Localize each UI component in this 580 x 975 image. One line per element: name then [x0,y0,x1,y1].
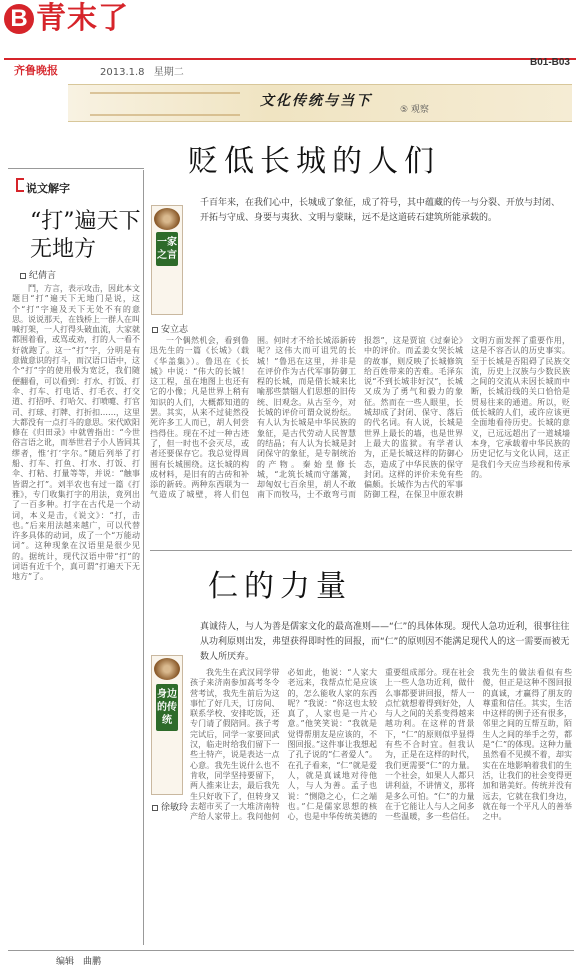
header-rule [4,58,576,60]
section-logo-badge: B [4,4,34,34]
article1-lede: 千百年来，在我们心中，长城成了象征，成了符号，其中蕴藏的传一与分裂、开放与封闭、开拓与守成、身要与夷狄、文明与蒙昧，远不是这道砖石建筑所能承载的。 [200,198,561,223]
article2-tag: 身边的传统 [156,684,178,731]
article2-title: 仁的力量 [208,569,352,604]
byline-square-icon [152,327,158,333]
left-headline-line2: 无地方 [30,237,97,262]
banner-subtitle: ⑤ 观察 [400,105,429,115]
paper-name: 齐鲁晚报 [14,64,58,77]
article2-text: 我先生在武汉同学带孩子来济南参加高考冬令营考试，我先生前后为这事忙了好几天，订房间、联系学校、安排吃饭，还专门请了假陪同。孩子考完试后，同学一家要回武汉，临走时给我们留下一些土特产，说是表达一点心意。我先生说什么也不肯收，同学坚持要留下，两人推来让去，最后我先生只好收下了，但转身又去超市买了一大堆济南特产给人家带上。我问他何必如此，他说：“人家大老远来，我帮点忙是应该的，怎么能收人家的东西呢？”我说：“你这也太较真了，人家也是一片心意。”他笑笑说：“我就是觉得帮朋友是应该的，不图回报。”这件事让我想起了孔子说的“仁者爱人”。在孔子看来，“仁”就是爱人，就是真诚地对待他人，与人为善。孟子也说：“恻隐之心，仁之端也。”仁是儒家思想的核心，也是中华传统美德的重要组成部分。现在社会上一些人急功近利，做什么事都要讲回报，帮人一点忙就想着得到好处，人与人之间的关系变得越来越功利。在这样的背景下，“仁”的原则似乎显得有些不合时宜。但我认为，正是在这样的时代，我们更需要“仁”的力量。一个社会，如果人人都只讲利益，不讲情义，那将是多么可怕。“仁”的力量在于它能让人与人之间多一些温暖，多一些信任。我先生的做法看似有些傻，但正是这种不图回报的真诚，才赢得了朋友的尊重和信任。其实，生活中这样的例子还有很多，邻里之间的互帮互助，陌生人之间的举手之劳，都是“仁”的体现。这种力量虽然看不见摸不着，却实实在在地影响着我们的生活，让我们的社会变得更加和谐美好。传统并没有远去，它就在我们身边，就在每一个平凡人的善举之中。 [190,668,572,822]
dateline [100,63,184,78]
issue-weekday: 星期二 [153,67,184,78]
left-headline [30,208,141,264]
banner-title: 文化传统与当下 [260,93,372,109]
left-headline-line1: “打”遍天下 [30,209,141,234]
article1-title: 贬低长城的人们 [188,144,440,179]
column-divider [143,170,144,945]
section-title: 青末了 [36,1,129,36]
left-byline [20,268,56,281]
article1-text: 一个偶然机会，看到鲁迅先生的一篇《长城》（载《华盖集》）。鲁迅在《长城》中说：“伟大的长城！这工程，虽在地图上也还有它的小像；凡是世界上稍有知识的人们，大概都知道的罢。其实，从来不过徒然役死许多工人而已，胡人何尝挡得住。现在不过一种古迹了，但一时也不会灭尽，或者还要保存它。我总觉得周围有长城围绕。这长城的构成材料，是旧有的古砖和补添的新砖。两种东西联为一气造成了城壁，将人们包围。何时才不给长城添新砖呢？这伟大而可诅咒的长城！”鲁迅在这里，并非是在评价作为古代军事防御工程的长城，而是借长城来比喻那些禁锢人们思想的旧传统、旧观念。从古至今，对长城的评价可谓众说纷纭。有人认为长城是中华民族的象征，是古代劳动人民智慧的结晶；有人认为长城是封闭保守的象征，是专制统治的产物。秦始皇修长城，“北筑长城而守藩篱，却匈奴七百余里，胡人不敢南下而牧马，士不敢弯弓而报怨”，这是贾谊《过秦论》中的评价。而孟姜女哭长城的故事，则反映了长城修筑给百姓带来的苦难。毛泽东说“不到长城非好汉”，长城又成为了勇气和毅力的象征。然而在一些人眼里，长城却成了封闭、保守、落后的代名词。有人说，长城是世界上最长的墙，也是世界上最大的监狱。有学者认为，正是长城这样的防御心态，造成了中华民族的保守封闭。这样的评价未免有些偏颇。长城作为古代的军事防御工程，在保卫中原农耕文明方面发挥了重要作用，这是不容否认的历史事实。至于长城是否阻碍了民族交流，历史上汉族与少数民族之间的交流从未因长城而中断，长城沿线的关口恰恰是贸易往来的通道。所以，贬低长城的人们，或许应该更全面地看待历史。长城的意义，已远远超出了一道城墙本身，它承载着中华民族的历史记忆与文化认同，这正是我们今天应当珍视和传承的。 [150,336,570,500]
article1-byline [152,322,188,335]
footer-rule [8,950,574,951]
left-article-text: 鬥，方言，表示攻击，因此本文题目“打”遍天下无地门是说，这个“打”字遍及天下无处不有的意思。说说那天，在钱桥上一群人在叫喊打架，一人打得头破血流，大家就都围着看，或骂或劝，打的人一看不好就跑了。这一“打”字，分明是有意做意识的打斗，而汉语口语中，这个“打”字的使用极为宽泛，我们随便翻看，可以看到：打水、打饭、打伞、打车、打电话、打毛衣、打交道、打招呼、打哈欠、打喷嚏、打官司、打球、打牌、打折扣……，这里大都没有一点打斗的意思。宋代欧阳修在《归田录》中就曾指出：“今世俗言语之讹，而举世君子小人皆同其缪者，惟‘打’字尔。”随后列举了打船、打车、打鱼、打水、打饭、打伞、打粘、打量等等，并说：“触事皆谓之打”。刘半农也有过一篇《打雅》，专门收集打字的用法，竟列出了一百多种。打字在古代是一个动词，本义是击，《说文》：“打，击也。”后来用法越来越广，可以代替许多具体的动词，成了一个“万能动词”。这种现象在汉语里是很少见的。据统计，现代汉语中带“打”的词语有近千个，真可谓“打遍天下无地方”了。 [12,284,140,582]
tag-ornament-icon [154,658,180,680]
article2-byline [152,800,188,813]
column-label: 说文解字 [26,182,70,195]
article1-tag: 一家之言 [156,232,178,266]
article2-body [190,668,572,944]
article1-author: 安立志 [161,325,189,335]
article2-lede: 真诚待人，与人为善是儒家文化的最高准则——“仁”的具体体现。现代人急功近利，很事往往从功利原则出发，弗望获得即时性的回报，而“仁”的原则因不能满足现代人的这一需要而被无数人所厌弃。 [200,622,570,662]
byline-square-icon [20,273,26,279]
section-bracket [16,178,24,192]
article-divider [150,550,572,551]
banner-decoration [90,92,240,116]
left-author: 纪倩言 [29,271,57,281]
editor-credit: 编辑 曲鹏 [56,957,102,967]
issue-date: 2013.1.8 [100,67,145,78]
article2-author: 徐敏玲 [161,803,189,813]
byline-square-icon [152,805,158,811]
tag-ornament-icon [154,208,180,230]
left-column-rule [8,168,144,169]
page-range: B01-B03 [529,57,570,68]
left-article-body [12,284,140,944]
article1-body [150,336,570,546]
